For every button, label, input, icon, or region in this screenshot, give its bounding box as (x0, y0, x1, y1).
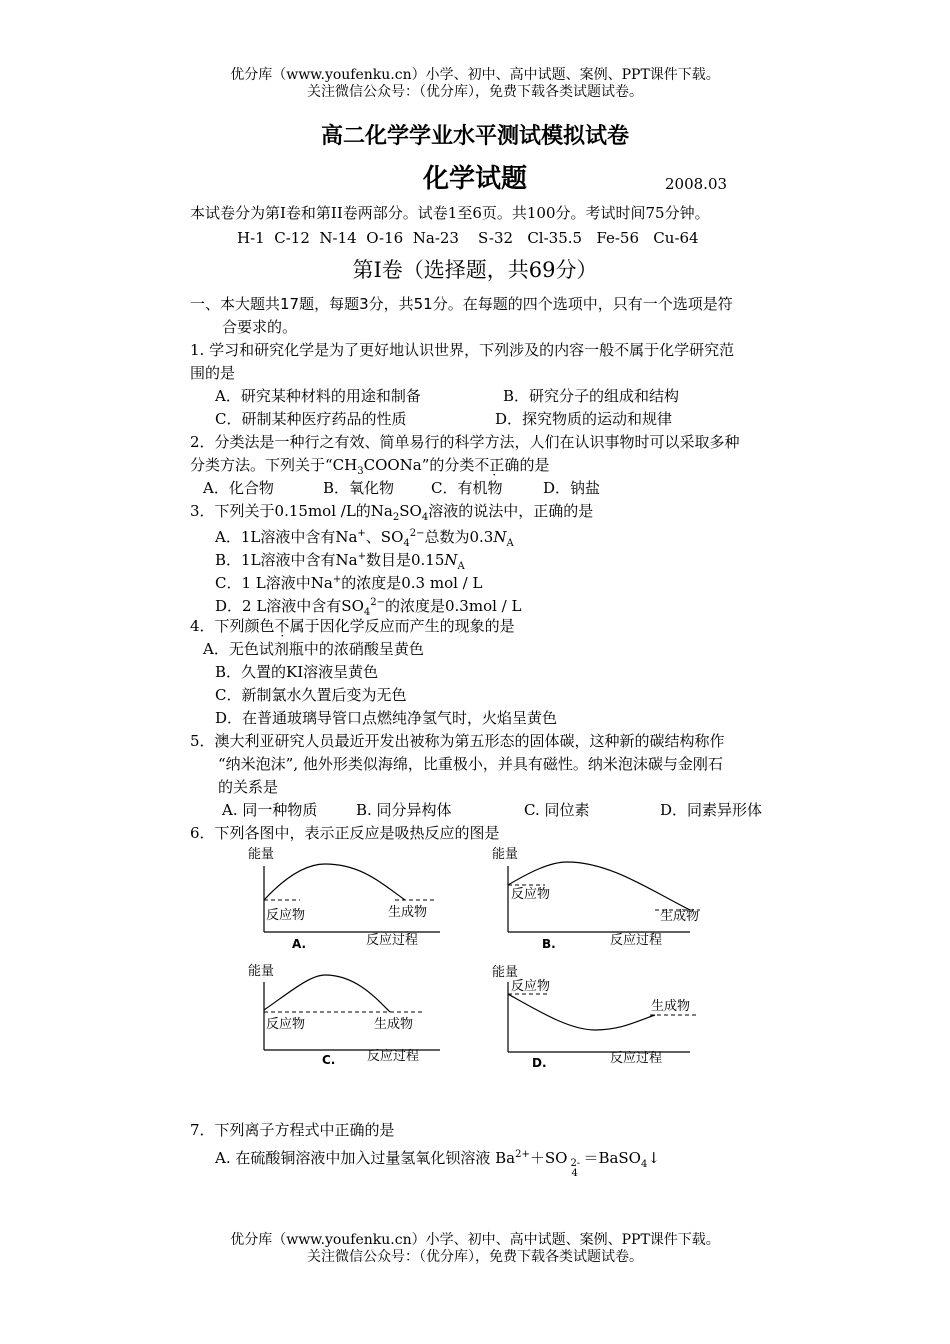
q4-option-a: A．无色试剂瓶中的浓硝酸呈黄色 (203, 640, 424, 658)
q3-option-c: C．1 L溶液中Na+的浓度是0.3 mol / L (215, 574, 483, 592)
q1-option-d: D．探究物质的运动和规律 (495, 410, 673, 428)
diagram-c (248, 963, 440, 1067)
exam-subtitle: 化学试题 (422, 164, 527, 194)
q4-option-d: D．在普通玻璃导管口点燃纯净氢气时，火焰呈黄色 (215, 709, 558, 727)
q5-option-a: A. 同一种物质 (222, 801, 318, 819)
diagram-d-x-label: 反应过程 (610, 1051, 663, 1066)
q2-option-c: C．有机物 (431, 479, 503, 497)
footer-line-1: 优分库（www.youfenku.cn）小学、初中、高中试题、案例、PPT课件下载。 (230, 1232, 720, 1248)
diagram-c-product: 生成物 (374, 1017, 414, 1032)
q6-stem: 6．下列各图中，表示正反应是吸热反应的图是 (190, 824, 500, 842)
diagram-b-product: 生成物 (660, 909, 700, 924)
atomic-masses: H-1 C-12 N-14 O-16 Na-23 S-32 Cl-35.5 Fe-56 Cu-64 (237, 229, 699, 247)
diagram-c-x-label: 反应过程 (367, 1049, 420, 1064)
q4-option-b: B．久置的KI溶液呈黄色 (215, 663, 379, 681)
q2-option-b: B．氧化物 (323, 479, 395, 497)
q5-option-c: C. 同位素 (524, 801, 590, 819)
q3-stem: 3．下列关于0.15mol /L的$Na_2SO_4$溶液的说法中，正确的是 (190, 502, 594, 523)
diagram-c-y-label: 能量 (248, 964, 275, 979)
diagram-d-reactant: 反应物 (511, 979, 551, 994)
diagram-b-x-label: 反应过程 (610, 933, 663, 948)
part1-title: 第I卷（选择题，共69分） (352, 258, 598, 282)
q3-option-d: D．2 L溶液中含有$SO_4^{2-}$的浓度是0.3mol / L (215, 597, 522, 618)
q3-option-b: B．1L溶液中含有Na+数目是$0.15N_A$ (215, 551, 465, 572)
q1-option-b: B．研究分子的组成和结构 (503, 387, 680, 405)
q2-stem-1: 2．分类法是一种行之有效、简单易行的科学方法，人们在认识事物时可以采取多种 (190, 433, 740, 451)
header-line-2: 关注微信公众号：（优分库），免费下载各类试题试卷。 (307, 84, 643, 100)
diagram-b-reactant: 反应物 (511, 887, 551, 902)
diagram-d-y-label: 能量 (492, 965, 519, 980)
header-line-1: 优分库（www.youfenku.cn）小学、初中、高中试题、案例、PPT课件下载。 (230, 67, 720, 83)
q5-stem-2: “纳米泡沫”, 他外形类似海绵，比重极小，并具有磁性。纳米泡沫碳与金刚石 (218, 755, 723, 773)
diagram-b (492, 846, 700, 951)
diagram-c-label: C. (322, 1053, 336, 1067)
q1-stem-1: 1. 学习和研究化学是为了更好地认识世界，下列涉及的内容一般不属于化学研究范 (190, 341, 735, 359)
exam-title: 高二化学学业水平测试模拟试卷 (320, 124, 629, 149)
diagram-c-reactant: 反应物 (266, 1017, 306, 1032)
q5-stem-3: 的关系是 (218, 778, 279, 796)
q3-option-a: A．1L溶液中含有Na+、$SO_4^{2-}$总数为$0.3N_A$ (215, 528, 514, 549)
section1-line-2: 合要求的。 (222, 318, 298, 336)
q4-option-c: C．新制氯水久置后变为无色 (215, 686, 407, 704)
diagram-b-label: B. (542, 937, 556, 951)
diagram-a-label: A. (292, 937, 307, 951)
footer-line-2: 关注微信公众号：（优分库），免费下载各类试题试卷。 (307, 1249, 643, 1265)
diagram-d-label: D. (532, 1056, 547, 1070)
diagram-b-y-label: 能量 (492, 847, 519, 862)
diagram-a (248, 846, 440, 951)
q2-option-d: D．钠盐 (543, 479, 601, 497)
q4-emphasis: 不 (274, 617, 290, 635)
q1-stem-2: 围的是 (190, 364, 236, 382)
diagram-a-product: 生成物 (388, 905, 428, 920)
exam-date: 2008.03 (665, 175, 728, 193)
diagram-a-y-label: 能量 (248, 847, 275, 862)
diagram-d (492, 964, 698, 1070)
q2-emphasis: 不正确 (474, 456, 520, 474)
q5-option-b: B. 同分异构体 (356, 801, 452, 819)
section1-line-1: 一、本大题共17题，每题3分，共51分。在每题的四个选项中，只有一个选项是符 (190, 295, 733, 313)
diagram-a-reactant: 反应物 (266, 908, 306, 923)
energy-diagrams (230, 842, 730, 1072)
q7-option-a: A. 在硫酸铜溶液中加入过量氢氧化钡溶液 $Ba^{2+}+SO$ 2- 4 ＝BaSO$_4$↓ (215, 1149, 660, 1179)
q4-stem: 4．下列颜色不属于因化学反应而产生的现象的是 (190, 617, 515, 635)
q5-option-d: D．同素异形体 (660, 801, 763, 819)
q5-stem-1: 5．澳大利亚研究人员最近开发出被称为第五形态的固体碳，这种新的碳结构称作 (190, 732, 725, 750)
q2-stem-2: 分类方法。下列关于“$CH_3COONa$”的分类不正确的是 (190, 456, 550, 477)
q2-option-a: A．化合物 (203, 479, 274, 497)
exam-intro: 本试卷分为第I卷和第II卷两部分。试卷1至6页。共100分。考试时间75分钟。 (190, 204, 710, 222)
q1-option-a: A．研究某种材料的用途和制备 (215, 387, 421, 405)
diagram-a-x-label: 反应过程 (366, 933, 419, 948)
q1-option-c: C．研制某种医疗药品的性质 (215, 410, 407, 428)
q7-stem: 7．下列离子方程式中正确的是 (190, 1121, 395, 1139)
diagram-d-product: 生成物 (651, 999, 691, 1014)
